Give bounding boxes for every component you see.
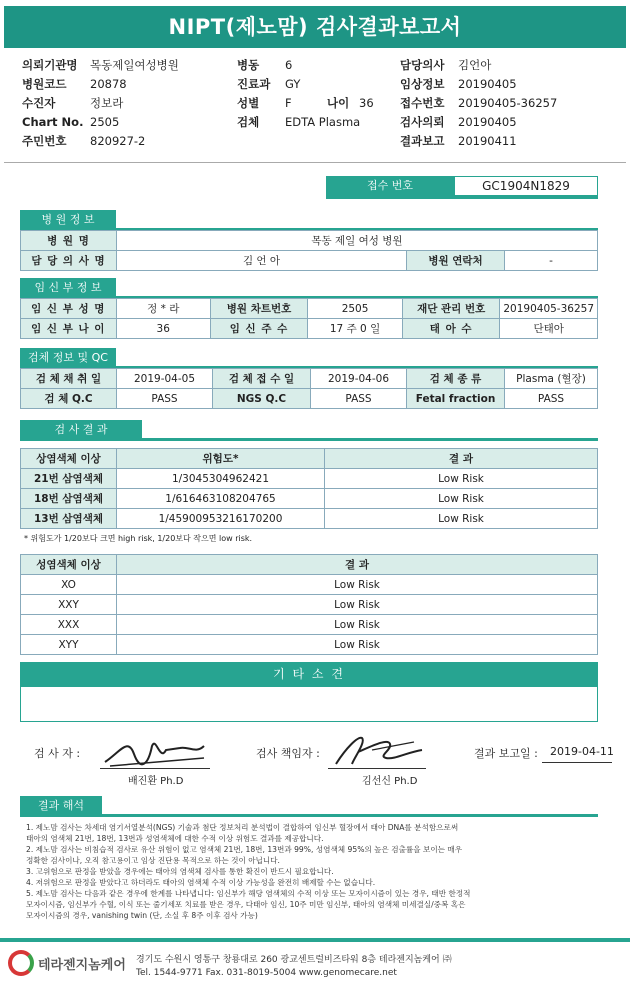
chief-label: 검사 책임자 :	[256, 747, 320, 760]
interpretation-notes	[26, 822, 606, 921]
report-title: NIPT(제노맘) 검사결과보고서	[4, 6, 626, 48]
tester-line	[100, 768, 210, 769]
trisomy18-label: 18번 삼염색체	[21, 489, 117, 509]
age-value: 36	[359, 96, 374, 110]
sex-key: 성별	[237, 96, 260, 110]
chief-line	[328, 768, 426, 769]
section-specimen: 검체 정보 및 QC	[20, 348, 116, 368]
clinical-info-value: 20190405	[458, 77, 517, 91]
trisomy21-label: 21번 삼염색체	[21, 469, 117, 489]
report-date-value: 2019-04-11	[550, 745, 614, 758]
trisomy18-risk: 1/616463108204765	[117, 489, 325, 509]
trisomy18-result: Low Risk	[325, 489, 598, 509]
specimen-qc-label: 검 체 Q.C	[21, 389, 117, 409]
hospital-name-key: 의뢰기관명	[22, 58, 78, 72]
note-line: 1. 제노맘 검사는 차세대 염기서열분석(NGS) 기술과 첨단 정보처리 분석법이 결합하여 임신부 혈장에서 태아 DNA를 분석함으로써	[26, 823, 459, 832]
risk-footnote: * 위험도가 1/20보다 크면 high risk, 1/20보다 작으면 low risk.	[24, 534, 253, 543]
note-line: 4. 저위험으로 판정을 받았다고 하더라도 태아의 염색체 수적 이상 가능성을 완전히 배제할 수는 없습니다.	[26, 878, 376, 887]
specimen-type-label: 검 체 종 류	[407, 369, 505, 389]
pregnant-age-cell: 36	[116, 319, 210, 339]
result-report-value: 20190411	[458, 134, 517, 148]
chart-no-key: Chart No.	[22, 115, 84, 129]
contact-cell: -	[505, 251, 598, 271]
section-results-bar	[20, 438, 598, 441]
collect-date-label: 검 체 채 취 일	[21, 369, 117, 389]
receive-date-cell: 2019-04-06	[311, 369, 407, 389]
table-row	[21, 615, 598, 635]
specimen-table	[20, 368, 598, 409]
table-row	[21, 509, 598, 529]
sex-chromosome-header: 성염색체 이상	[21, 555, 117, 575]
tester-name: 배진환 Ph.D	[128, 776, 184, 787]
xyy-result: Low Risk	[117, 635, 598, 655]
doctor-name-cell: 김 언 아	[117, 251, 407, 271]
specimen-key: 검체	[237, 115, 260, 129]
section-interpretation: 결과 해석	[20, 796, 102, 816]
fetal-fraction-cell: PASS	[505, 389, 598, 409]
hospital-name-label: 병 원 명	[21, 231, 117, 251]
collect-date-cell: 2019-04-05	[117, 369, 213, 389]
xxx-label: XXX	[21, 615, 117, 635]
hospital-code-value: 20878	[90, 77, 127, 91]
receipt-label: 접수 번호	[326, 176, 454, 196]
age-key: 나이	[327, 96, 350, 110]
company-contact: Tel. 1544-9771 Fax. 031-8019-5004 www.genomecare.net	[136, 968, 397, 978]
header-col1	[22, 56, 179, 151]
xxy-label: XXY	[21, 595, 117, 615]
specimen-value: EDTA Plasma	[285, 115, 361, 129]
section-hospital: 병 원 정 보	[20, 210, 116, 230]
sex-result-header: 결 과	[117, 555, 598, 575]
section-results: 검 사 결 과	[20, 420, 142, 440]
ward-key: 병동	[237, 58, 260, 72]
mgmt-number-cell: 20190405-36257	[500, 299, 598, 319]
header-col2	[237, 56, 374, 132]
pregnant-name-label: 임 신 부 성 명	[21, 299, 117, 319]
pregnant-table	[20, 298, 598, 339]
report-date-line	[542, 762, 612, 763]
chart-number-cell: 2505	[308, 299, 403, 319]
tester-signature	[100, 732, 210, 772]
fetus-count-label: 태 아 수	[402, 319, 499, 339]
department-value: GY	[285, 77, 301, 91]
pregnant-name-cell: 정 * 라	[116, 299, 210, 319]
section-pregnant: 임 신 부 정 보	[20, 278, 116, 298]
report-date-label: 결과 보고일 :	[474, 747, 538, 760]
hospital-table	[20, 230, 598, 271]
hospital-name-cell: 목동 제일 여성 병원	[117, 231, 598, 251]
logo-icon	[8, 950, 34, 976]
company-brand: 테라젠지놈케어	[38, 957, 126, 973]
test-request-key: 검사의뢰	[400, 115, 445, 129]
mgmt-number-label: 재단 관리 번호	[402, 299, 499, 319]
gestation-weeks-label: 임 신 주 수	[210, 319, 307, 339]
chart-no-value: 2505	[90, 115, 120, 129]
department-key: 진료과	[237, 77, 271, 91]
resident-id-key: 주민번호	[22, 134, 67, 148]
receipt-bar	[326, 196, 598, 199]
receipt-value: GC1904N1829	[454, 176, 598, 196]
fetal-fraction-label: Fetal fraction	[407, 389, 505, 409]
trisomy13-risk: 1/45900953216170200	[117, 509, 325, 529]
tester-label: 검 사 자 :	[34, 747, 81, 760]
note-line: 모자이시즘, 임신부가 수혈, 이식 또는 줄기세포 치료를 받은 경우, 다태아 임신, 10주 미만 임신부, 태아의 염색체 미세결실/중복 혹은	[26, 900, 466, 909]
other-remarks-header: 기 타 소 견	[20, 662, 598, 686]
xo-label: XO	[21, 575, 117, 595]
specimen-type-cell: Plasma (혈장)	[505, 369, 598, 389]
gestation-weeks-cell: 17 주 0 일	[308, 319, 403, 339]
chart-number-label: 병원 차트번호	[210, 299, 307, 319]
contact-label: 병원 연락처	[407, 251, 505, 271]
patient-value: 정보라	[90, 96, 124, 110]
specimen-qc-cell: PASS	[117, 389, 213, 409]
clinical-info-key: 임상정보	[400, 77, 445, 91]
note-line: 5. 제노맘 검사는 다음과 같은 경우에 한계를 나타냅니다: 임신부가 해당 염색체의 수적 이상 또는 모자이시즘이 있는 경우, 태반 한정적	[26, 889, 471, 898]
table-row	[21, 469, 598, 489]
table-row	[21, 635, 598, 655]
xxy-result: Low Risk	[117, 595, 598, 615]
autosome-header: 상염색체 이상	[21, 449, 117, 469]
chief-signature	[328, 728, 428, 772]
table-row	[21, 575, 598, 595]
xo-result: Low Risk	[117, 575, 598, 595]
doctor-key: 담당의사	[400, 58, 445, 72]
note-line: 태아의 염색체 21번, 18번, 13번과 성염색체에 대한 수적 이상 위험도 결과를 제공합니다.	[26, 834, 324, 843]
test-request-value: 20190405	[458, 115, 517, 129]
chief-name: 김선신 Ph.D	[362, 776, 418, 787]
other-remarks-box	[20, 686, 598, 722]
section-interpretation-bar	[20, 814, 598, 817]
sex-chromosome-table	[20, 554, 598, 655]
doctor-value: 김언아	[458, 58, 492, 72]
pregnant-age-label: 임 신 부 나 이	[21, 319, 117, 339]
result-report-key: 결과보고	[400, 134, 445, 148]
autosome-table	[20, 448, 598, 529]
trisomy13-label: 13번 삼염색체	[21, 509, 117, 529]
risk-header: 위험도*	[117, 449, 325, 469]
footer-divider	[0, 938, 630, 942]
company-address: 경기도 수원시 영통구 창룡대로 260 광교센트럴비즈타워 8층 테라젠지놈케어 ㈜	[136, 955, 452, 965]
fetus-count-cell: 단태아	[500, 319, 598, 339]
patient-key: 수진자	[22, 96, 56, 110]
ward-value: 6	[285, 58, 293, 72]
table-row	[21, 489, 598, 509]
xxx-result: Low Risk	[117, 615, 598, 635]
header-divider	[4, 162, 626, 163]
result-header: 결 과	[325, 449, 598, 469]
hospital-name-value: 목동제일여성병원	[90, 58, 179, 72]
receive-date-label: 검 체 접 수 일	[213, 369, 311, 389]
ngs-qc-label: NGS Q.C	[213, 389, 311, 409]
table-row	[21, 595, 598, 615]
note-line: 3. 고위험으로 판정을 받았을 경우에는 태아의 염색체 검사를 통한 확진이 반드시 필요합니다.	[26, 867, 334, 876]
doctor-name-label: 담 당 의 사 명	[21, 251, 117, 271]
ngs-qc-cell: PASS	[311, 389, 407, 409]
hospital-code-key: 병원코드	[22, 77, 67, 91]
trisomy21-risk: 1/3045304962421	[117, 469, 325, 489]
company-logo	[8, 950, 126, 976]
receipt-no-key: 접수번호	[400, 96, 445, 110]
note-line: 2. 제노맘 검사는 비침습적 검사로 유산 위험이 없고 염색체 21번, 18번, 13번과 99%, 성염색체 95%의 높은 검출률을 보이는 매우	[26, 845, 463, 854]
xyy-label: XYY	[21, 635, 117, 655]
sex-value: F	[285, 96, 292, 110]
note-line: 모자이시즘의 경우, vanishing twin (단, 소실 후 8주 이후 검사 가능)	[26, 911, 258, 920]
trisomy13-result: Low Risk	[325, 509, 598, 529]
receipt-no-value: 20190405-36257	[458, 96, 558, 110]
note-line: 정확한 검사이나, 오직 참고용이고 임상 진단용 목적으로 하는 것이 아닙니다.	[26, 856, 280, 865]
trisomy21-result: Low Risk	[325, 469, 598, 489]
header-col3	[400, 56, 557, 151]
resident-id-value: 820927-2	[90, 134, 146, 148]
